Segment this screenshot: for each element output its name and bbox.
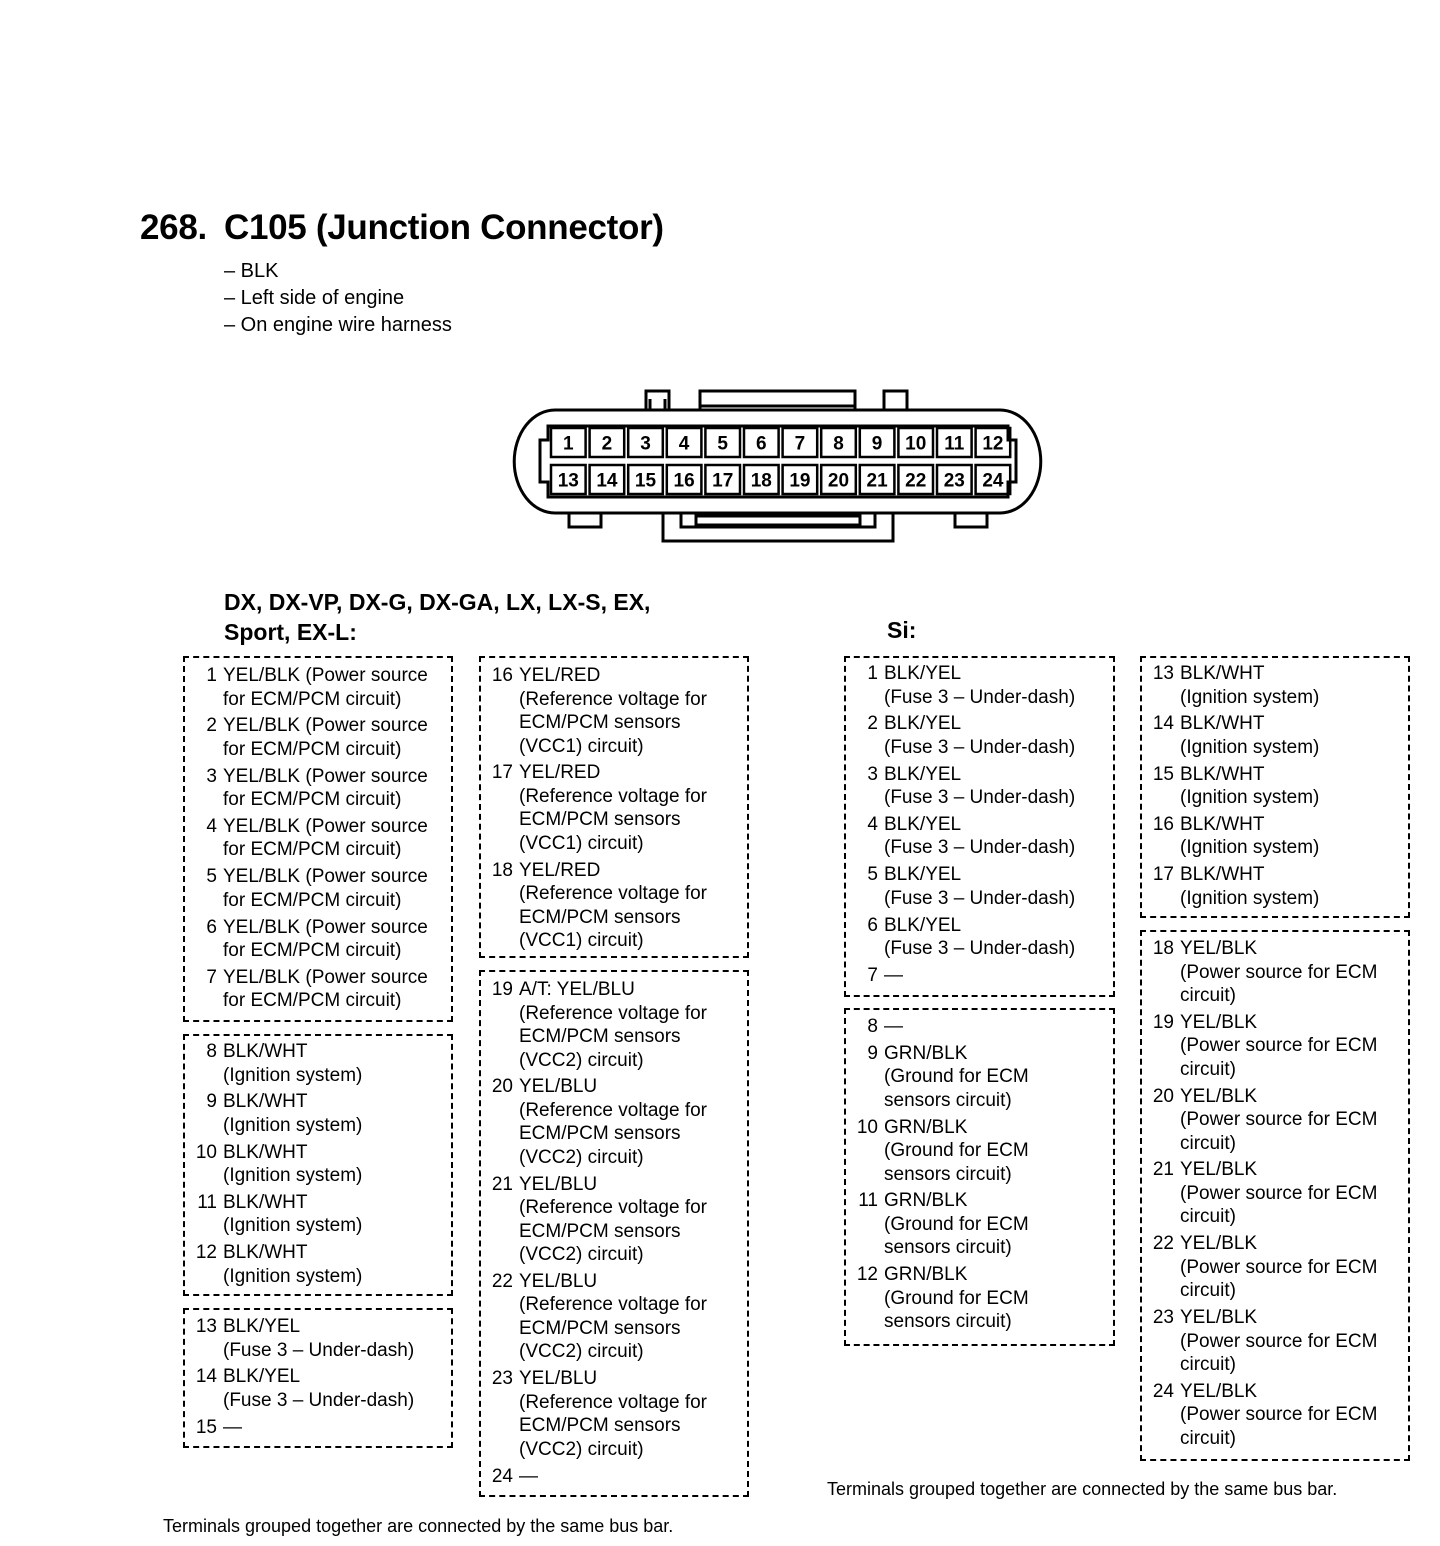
terminal-number: 23 (943, 470, 965, 492)
terminal-cavities (551, 428, 1010, 494)
wire-description: BLK/YEL (Fuse 3 – Under-dash) (223, 1366, 415, 1411)
terminal-number: 21 (491, 1173, 513, 1195)
terminal-number: 10 (195, 1141, 217, 1163)
terminal-number: 17 (712, 470, 734, 492)
terminal-entry-21 (479, 1173, 707, 1267)
wire-description: YEL/BLU (Reference voltage for ECM/PCM sensors (VCC2) circuit) (519, 1173, 707, 1266)
terminal-entry-2 (844, 712, 1075, 759)
terminal-number: 20 (1152, 1085, 1174, 1107)
terminal-entry-16 (479, 664, 707, 758)
terminal-entry-12 (183, 1241, 362, 1288)
terminal-number: 14 (1152, 713, 1174, 735)
terminal-number: 22 (491, 1270, 513, 1292)
terminal-number: 8 (206, 1041, 217, 1062)
wire-description: YEL/BLK (Power source for ECM circuit) (1180, 1233, 1378, 1302)
wire-description: BLK/WHT (Ignition system) (1180, 813, 1320, 859)
terminal-entry-22 (1140, 1232, 1377, 1303)
terminal-number: 6 (867, 914, 878, 936)
terminal-entry-3 (183, 765, 428, 812)
wire-description: YEL/BLK (Power source for ECM circuit) (1180, 1011, 1378, 1080)
terminal-number: 4 (206, 815, 217, 837)
terminal-number: 7 (867, 964, 878, 986)
wire-description: YEL/BLK (Power source for ECM circuit) (1180, 938, 1378, 1006)
terminal-number: 2 (206, 715, 217, 737)
terminal-number: 21 (1152, 1159, 1174, 1181)
terminal-entry-22 (479, 1270, 707, 1364)
wire-description: BLK/YEL (Fuse 3 – Under-dash) (884, 813, 1076, 859)
wire-description: YEL/RED (Reference voltage for ECM/PCM sensors (VCC1) circuit) (519, 665, 707, 757)
terminal-number: 7 (794, 433, 806, 455)
wire-description: BLK/YEL (Fuse 3 – Under-dash) (884, 864, 1076, 909)
connector-diagram (0, 0, 1440, 560)
terminal-entry-24 (479, 1465, 538, 1489)
terminal-number: 6 (756, 433, 767, 455)
terminal-entry-18 (479, 859, 707, 953)
terminal-number: 22 (905, 470, 927, 492)
wire-description: YEL/RED (Reference voltage for ECM/PCM sensors (VCC1) circuit) (519, 762, 707, 854)
wire-description: BLK/WHT (Ignition system) (223, 1141, 363, 1187)
terminal-number: 24 (982, 470, 1004, 492)
terminal-number: 24 (1152, 1380, 1174, 1402)
terminal-number: 21 (866, 470, 888, 492)
wire-description: BLK/WHT (Ignition system) (1180, 713, 1320, 758)
terminal-entry-16 (1140, 813, 1319, 860)
terminal-number: 5 (717, 433, 728, 455)
terminal-number: 3 (867, 763, 878, 785)
model-heading-left-line2: Sport, EX-L: (224, 619, 357, 645)
wire-description: BLK/YEL (Fuse 3 – Under-dash) (884, 763, 1076, 809)
info-location: – Left side of engine (224, 287, 405, 309)
terminal-entry-8 (844, 1015, 903, 1039)
terminal-entry-19 (1140, 1011, 1377, 1082)
terminal-number: 17 (1152, 864, 1174, 886)
terminal-number: 13 (1152, 663, 1174, 684)
terminal-number: 12 (195, 1242, 217, 1264)
terminal-entry-15 (1140, 763, 1319, 810)
wire-description: GRN/BLK (Ground for ECM sensors circuit) (884, 1190, 1029, 1259)
terminal-number: 14 (596, 470, 618, 492)
terminal-number: 24 (491, 1465, 513, 1487)
wire-description: YEL/BLU (Reference voltage for ECM/PCM sensors (VCC2) circuit) (519, 1076, 707, 1168)
terminal-number: 17 (491, 762, 513, 784)
terminal-number: 16 (491, 665, 513, 686)
terminal-number: 4 (678, 433, 690, 455)
terminal-number: 5 (206, 866, 217, 888)
terminal-entry-13 (183, 1315, 414, 1362)
wire-description: YEL/BLK (Power source for ECM/PCM circuit) (223, 815, 428, 861)
terminal-entry-1 (844, 662, 1075, 709)
terminal-entry-17 (1140, 863, 1319, 910)
terminal-number: 13 (195, 1316, 217, 1337)
terminal-number: 11 (944, 433, 965, 455)
info-color: – BLK (224, 260, 279, 282)
wire-description: YEL/BLK (Power source for ECM circuit) (1180, 1085, 1378, 1154)
terminal-entry-10 (844, 1116, 1029, 1187)
terminal-entry-24 (1140, 1380, 1377, 1451)
terminal-number: 9 (871, 433, 883, 455)
wire-description: BLK/WHT (Ignition system) (1180, 864, 1320, 909)
wire-description: BLK/WHT (Ignition system) (223, 1191, 363, 1237)
bus-bar-note-left: Terminals grouped together are connected by the same bus bar. (163, 1516, 674, 1536)
wire-description: A/T: YEL/BLU (Reference voltage for ECM/PCM sensors (VCC2) circuit) (519, 979, 707, 1071)
wire-description: BLK/YEL (Fuse 3 – Under-dash) (223, 1316, 415, 1361)
terminal-number: 11 (197, 1191, 217, 1213)
terminal-number: 15 (634, 470, 657, 492)
terminal-number: 12 (856, 1264, 878, 1286)
terminal-number: 19 (789, 470, 811, 492)
terminal-number: 2 (601, 433, 613, 455)
info-harness: – On engine wire harness (224, 314, 452, 336)
wire-description: YEL/BLU (Reference voltage for ECM/PCM sensors (VCC2) circuit) (519, 1368, 707, 1460)
wire-description: YEL/RED (Reference voltage for ECM/PCM sensors (VCC1) circuit) (519, 859, 707, 952)
terminal-entry-17 (479, 761, 707, 855)
terminal-entry-5 (844, 863, 1075, 910)
terminal-number: 18 (750, 470, 772, 492)
wire-description: BLK/WHT (Ignition system) (1180, 763, 1320, 809)
terminal-number: 6 (206, 916, 217, 938)
terminal-number: 14 (195, 1366, 217, 1388)
terminal-entry-18 (1140, 937, 1377, 1008)
terminal-entry-6 (844, 914, 1075, 961)
terminal-number: 1 (563, 433, 574, 455)
wire-description: GRN/BLK (Ground for ECM sensors circuit) (884, 1042, 1029, 1111)
terminal-number: 18 (491, 859, 513, 881)
terminal-number: 9 (206, 1091, 217, 1113)
wire-description: YEL/BLK (Power source for ECM/PCM circuit) (223, 966, 428, 1012)
wire-description: — (884, 1016, 903, 1037)
wire-description: YEL/BLK (Power source for ECM/PCM circuit) (223, 715, 428, 760)
wire-description: YEL/BLK (Power source for ECM/PCM circuit) (223, 665, 428, 710)
terminal-entry-19 (479, 978, 707, 1072)
wire-description: BLK/WHT (Ignition system) (1180, 663, 1320, 708)
wire-description: YEL/BLK (Power source for ECM/PCM circuit) (223, 916, 428, 961)
terminal-entry-14 (1140, 712, 1319, 759)
wire-description: BLK/YEL (Fuse 3 – Under-dash) (884, 713, 1076, 758)
terminal-number: 10 (905, 433, 927, 455)
terminal-entry-15 (183, 1416, 242, 1440)
terminal-number: 3 (206, 765, 217, 787)
terminal-number: 22 (1152, 1233, 1174, 1255)
wire-description: YEL/BLK (Power source for ECM circuit) (1180, 1159, 1378, 1228)
model-heading-left (224, 587, 650, 647)
wire-description: GRN/BLK (Ground for ECM sensors circuit) (884, 1116, 1029, 1185)
terminal-entry-23 (479, 1367, 707, 1461)
terminal-entry-11 (844, 1189, 1029, 1260)
terminal-number: 2 (867, 713, 878, 735)
terminal-entry-9 (844, 1042, 1029, 1113)
wire-description: — (884, 964, 903, 986)
terminal-entry-7 (183, 966, 428, 1013)
terminal-number: 4 (867, 813, 878, 835)
terminal-entry-2 (183, 714, 428, 761)
terminal-number: 1 (867, 663, 878, 684)
wire-description: YEL/BLK (Power source for ECM circuit) (1180, 1307, 1378, 1375)
terminal-number: 19 (491, 979, 513, 1000)
terminal-number: 5 (867, 864, 878, 886)
terminal-number: 1 (206, 665, 217, 686)
bus-bar-note-right: Terminals grouped together are connected by the same bus bar. (827, 1479, 1338, 1499)
wire-description: YEL/BLK (Power source for ECM circuit) (1180, 1380, 1378, 1449)
terminal-entry-5 (183, 865, 428, 912)
terminal-entry-23 (1140, 1306, 1377, 1377)
wire-description: BLK/WHT (Ignition system) (223, 1242, 363, 1287)
terminal-number: 13 (557, 470, 579, 492)
terminal-number: 7 (206, 966, 217, 988)
wire-description: YEL/BLK (Power source for ECM/PCM circuit) (223, 866, 428, 911)
terminal-number: 19 (1152, 1011, 1174, 1033)
terminal-entry-21 (1140, 1158, 1377, 1229)
terminal-number: 16 (673, 470, 695, 492)
terminal-entry-20 (1140, 1085, 1377, 1156)
wire-description: — (223, 1416, 242, 1438)
terminal-number: 23 (491, 1368, 513, 1390)
terminal-number: 9 (867, 1042, 878, 1064)
terminal-entry-4 (183, 815, 428, 862)
wire-description: YEL/BLU (Reference voltage for ECM/PCM sensors (VCC2) circuit) (519, 1270, 707, 1363)
terminal-number: 20 (491, 1076, 513, 1098)
terminal-entry-3 (844, 763, 1075, 810)
wire-description: BLK/YEL (Fuse 3 – Under-dash) (884, 914, 1076, 959)
terminal-number: 8 (867, 1016, 878, 1037)
terminal-number: 15 (1152, 763, 1174, 785)
terminal-number: 15 (195, 1416, 217, 1438)
terminal-number: 11 (858, 1190, 878, 1212)
terminal-number: 18 (1152, 938, 1174, 959)
wire-description: BLK/WHT (Ignition system) (223, 1041, 363, 1086)
terminal-number: 3 (640, 433, 651, 455)
terminal-number: 12 (982, 433, 1004, 455)
terminal-number: 16 (1152, 813, 1174, 835)
terminal-number: 8 (833, 433, 844, 455)
terminal-number: 23 (1152, 1307, 1174, 1328)
terminal-entry-6 (183, 916, 428, 963)
connector-name: C105 (Junction Connector) (224, 208, 664, 247)
terminal-entry-10 (183, 1141, 362, 1188)
terminal-entry-11 (183, 1191, 362, 1238)
terminal-number: 20 (827, 470, 850, 492)
terminal-entry-4 (844, 813, 1075, 860)
terminal-number: 10 (856, 1116, 878, 1138)
wire-description: BLK/YEL (Fuse 3 – Under-dash) (884, 663, 1076, 708)
wire-description: — (519, 1465, 538, 1487)
terminal-entry-1 (183, 664, 428, 711)
wire-description: GRN/BLK (Ground for ECM sensors circuit) (884, 1264, 1029, 1333)
terminal-entry-7 (844, 964, 903, 988)
terminal-entry-13 (1140, 662, 1319, 709)
terminal-entry-20 (479, 1075, 707, 1169)
model-heading-right: Si: (887, 617, 917, 643)
terminal-entry-9 (183, 1090, 362, 1137)
section-number: 268. (140, 208, 207, 247)
model-heading-left-line1: DX, DX-VP, DX-G, DX-GA, LX, LX-S, EX, (224, 589, 651, 615)
terminal-entry-12 (844, 1263, 1029, 1334)
terminal-entry-8 (183, 1040, 362, 1087)
terminal-entry-14 (183, 1365, 414, 1412)
wire-description: BLK/WHT (Ignition system) (223, 1091, 363, 1136)
wire-description: YEL/BLK (Power source for ECM/PCM circuit) (223, 765, 428, 811)
